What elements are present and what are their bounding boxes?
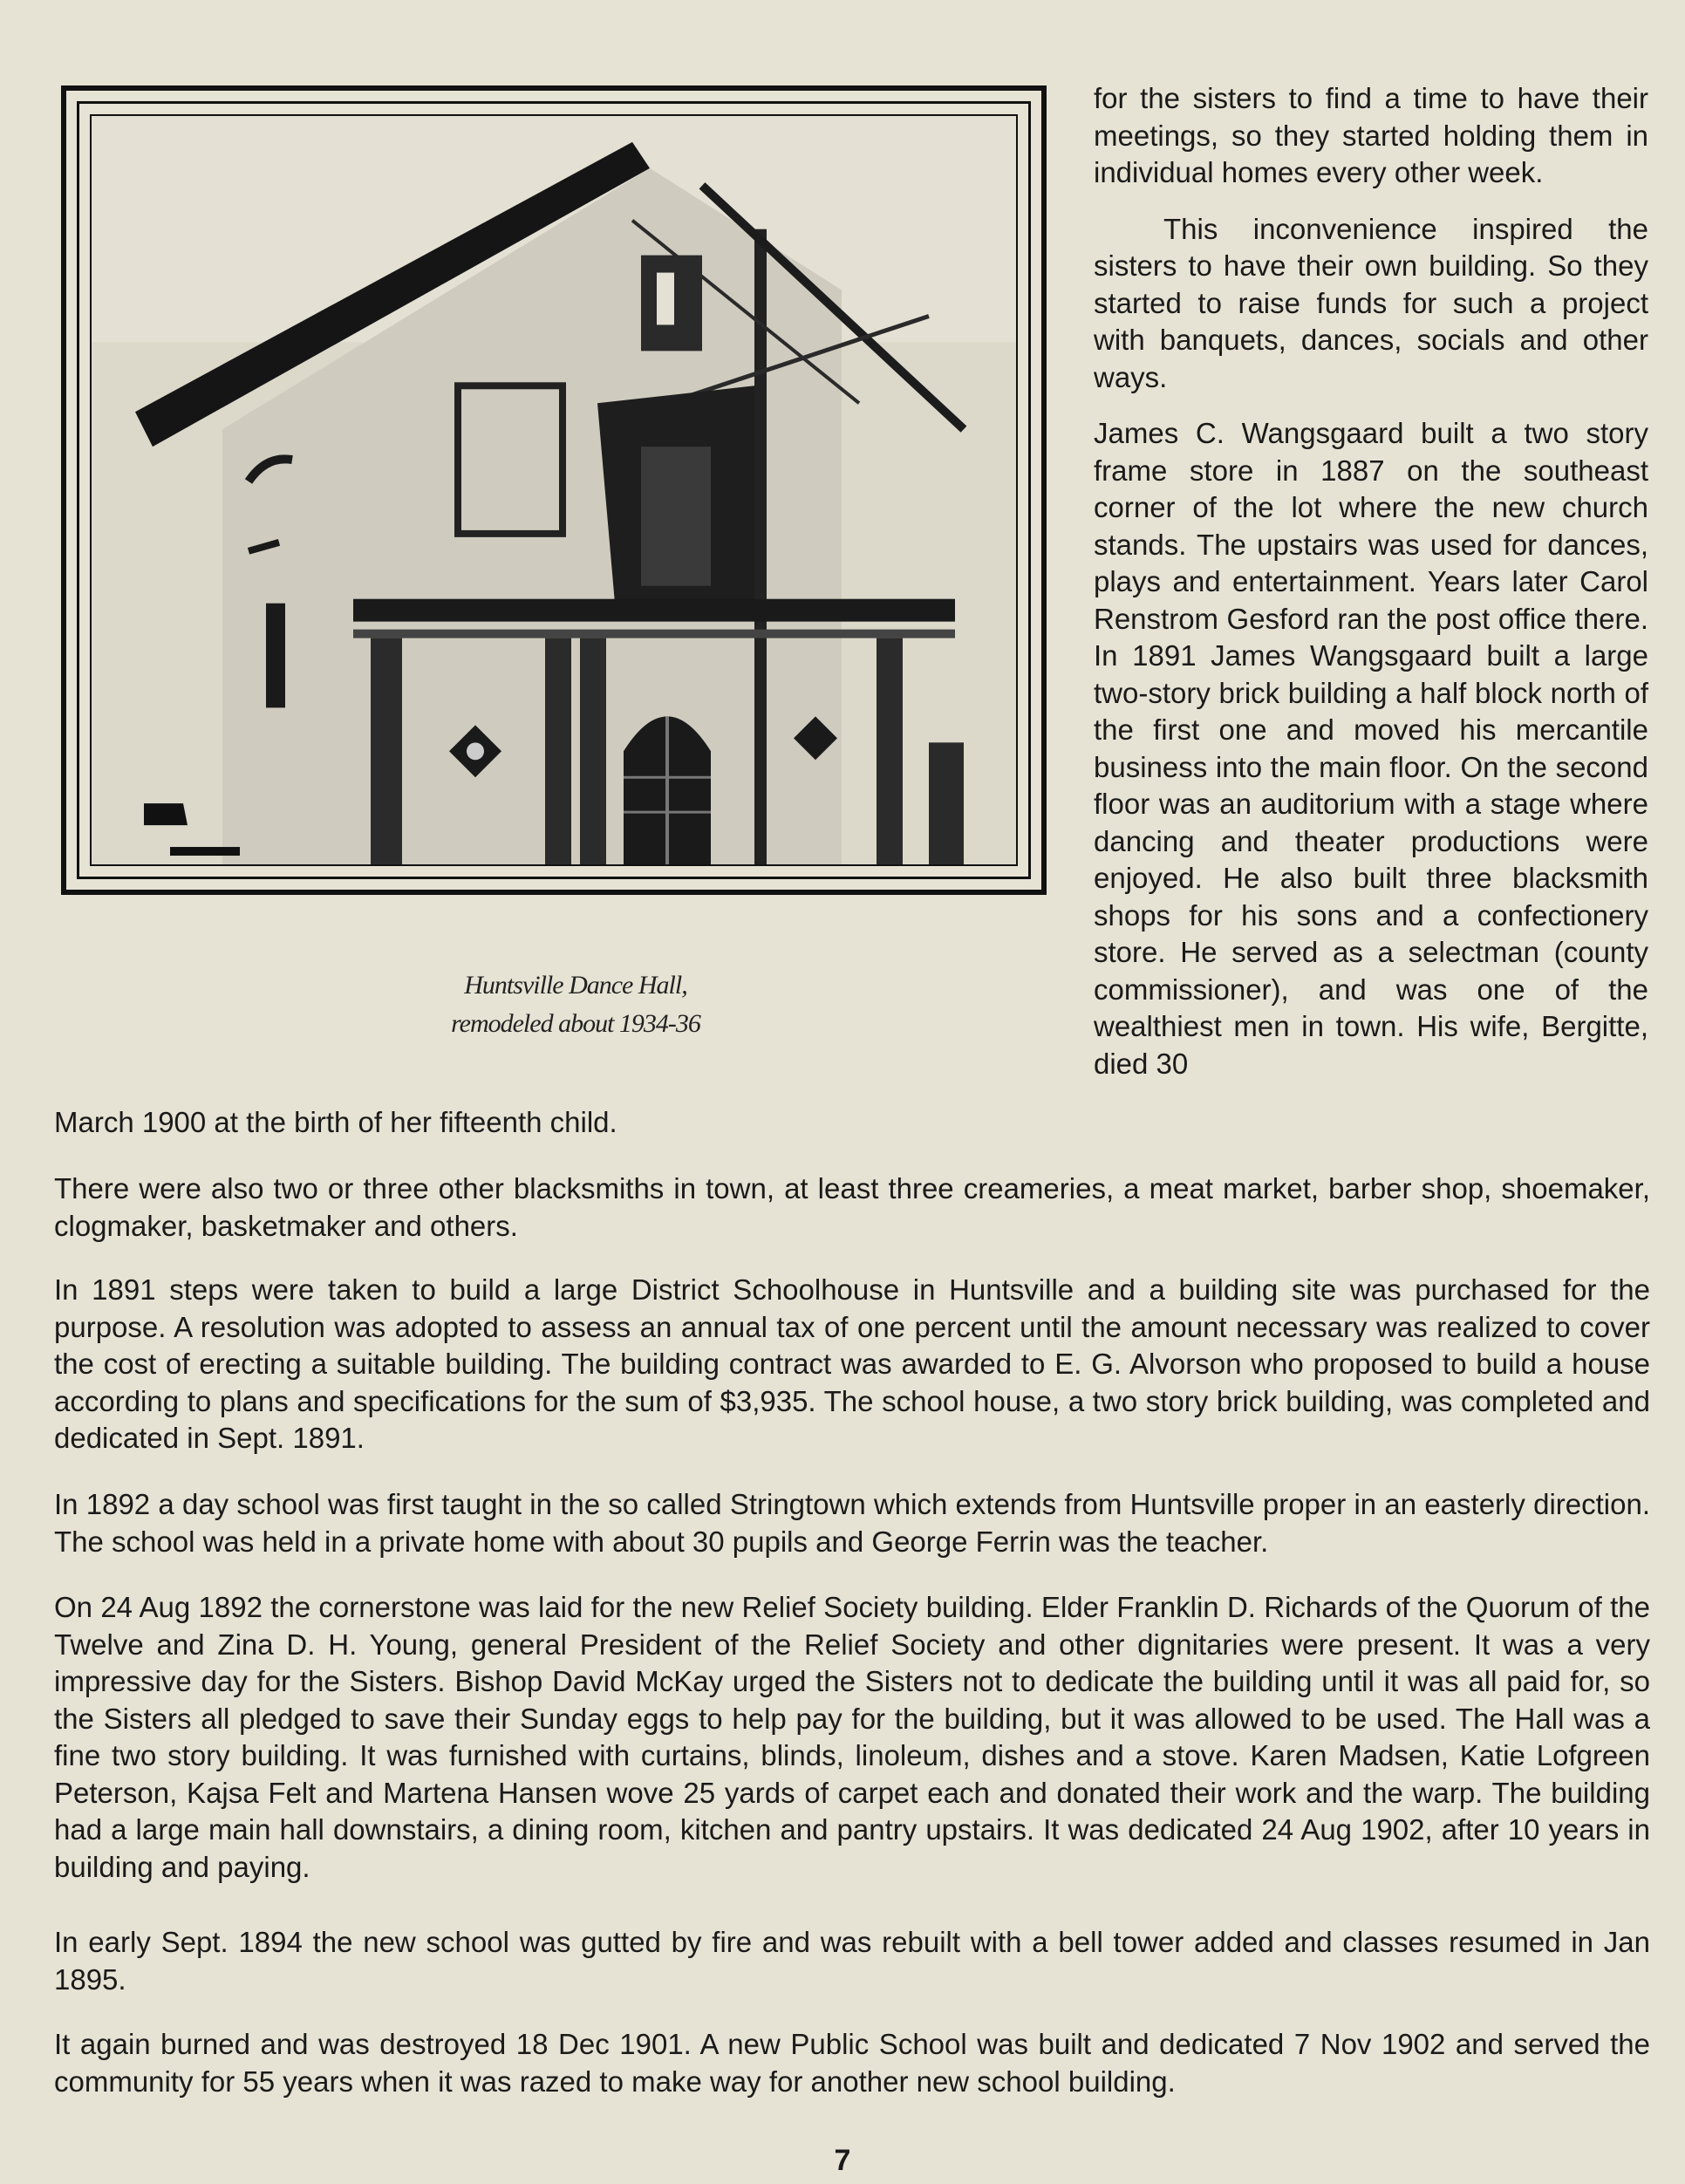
paragraph-text: On 24 Aug 1892 the cornerstone was laid for the new Relief Society building. Elder Franklin D. Richards of the Quorum of the Twelve and Zina D. H. Young, general President of the Relief Society and other dignitaries were present. It was a very impressive day for the Sisters. Bishop David McKay urged the Sisters not to dedicate the building until it was all paid for, so the Sisters all pledged to save their Sunday eggs to help pay for the building, but it was allowed to be used. The Hall was a fine two story building. It was furnished with curtains, blinds, linoleum, dishes and a stove. Karen Madsen, Katie Lofgreen Peterson, Kajsa Felt and Martena Hansen wove 25 yards of carpet each and donated their work and the warp. The building had a large main hall downstairs, a dining room, kitchen and pantry upstairs. It was dedicated 24 Aug 1902, after 10 years in building and paying. xyxy=(54,1591,1650,1883)
paragraph-fire xyxy=(54,1924,1650,1998)
photo-frame xyxy=(61,85,1047,895)
dance-hall-illustration xyxy=(92,116,1016,864)
photo-caption xyxy=(331,966,820,1043)
paragraph-text: In 1892 a day school was first taught in the so called Stringtown which extends from Huntsville proper in an easterly direction. The school was held in a private home with about 30 pupils and George Ferrin was the teacher. xyxy=(54,1488,1650,1558)
paragraph-public-school xyxy=(54,2026,1650,2100)
continuation-line xyxy=(54,1104,1650,1142)
right-paragraph-1: for the sisters to find a time to have their meetings, so they started holding them in individual homes every other week. xyxy=(1094,82,1648,188)
continuation-text: March 1900 at the birth of her fifteenth child. xyxy=(54,1106,617,1138)
paragraph-schoolhouse xyxy=(54,1272,1650,1457)
right-paragraph-3: James C. Wangsgaard built a two story frame store in 1887 on the southeast corner of the lot where the new church stands. The upstairs was used for dances, plays and entertainment. Years later Carol Renstrom Gesford ran the post office there. In 1891 James Wangsgaard built a large two-story brick building a half block north of the first one and moved his mercantile business into the main floor. On the second floor was an auditorium with a stage where dancing and theater productions were enjoyed. He also built three blacksmith shops for his sons and a confectionery store. He served as a selectman (county commissioner), and was one of the wealthiest men in town. His wife, Bergitte, died 30 xyxy=(1094,417,1648,1080)
page-number: 7 xyxy=(834,2144,851,2177)
right-paragraph-2: This inconvenience inspired the sisters to have their own building. So they started to raise funds for such a project with banquets, dances, socials and other ways. xyxy=(1094,212,1648,393)
paragraph-relief-society xyxy=(54,1589,1650,1886)
caption-line-2: remodeled about 1934-36 xyxy=(451,1009,700,1038)
paragraph-blacksmiths xyxy=(54,1170,1650,1245)
photo-border xyxy=(77,101,1031,879)
paragraph-text: There were also two or three other blacksmiths in town, at least three creameries, a meat market, barber shop, shoemaker, clogmaker, basketmaker and others. xyxy=(54,1172,1650,1242)
caption-line-1: Huntsville Dance Hall, xyxy=(464,971,687,1000)
dance-hall-photo xyxy=(90,114,1018,866)
paragraph-text: In 1891 steps were taken to build a large District Schoolhouse in Huntsville and a building site was purchased for the purpose. A resolution was adopted to assess an annual tax of one percent until the amount necessary was realized to cover the cost of erecting a suitable building. The building contract was awarded to E. G. Alvorson who proposed to build a house according to plans and specifications for the sum of $3,935. The school house, a two story brick building, was completed and dedicated in Sept. 1891. xyxy=(54,1273,1650,1454)
paragraph-text: In early Sept. 1894 the new school was gutted by fire and was rebuilt with a bell tower added and classes resumed in Jan 1895. xyxy=(54,1926,1650,1996)
paragraph-text: It again burned and was destroyed 18 Dec 1901. A new Public School was built and dedicated 7 Nov 1902 and served the community for 55 years when it was razed to make way for another new school building. xyxy=(54,2028,1650,2098)
right-column xyxy=(1094,80,1648,1082)
paragraph-stringtown xyxy=(54,1486,1650,1560)
